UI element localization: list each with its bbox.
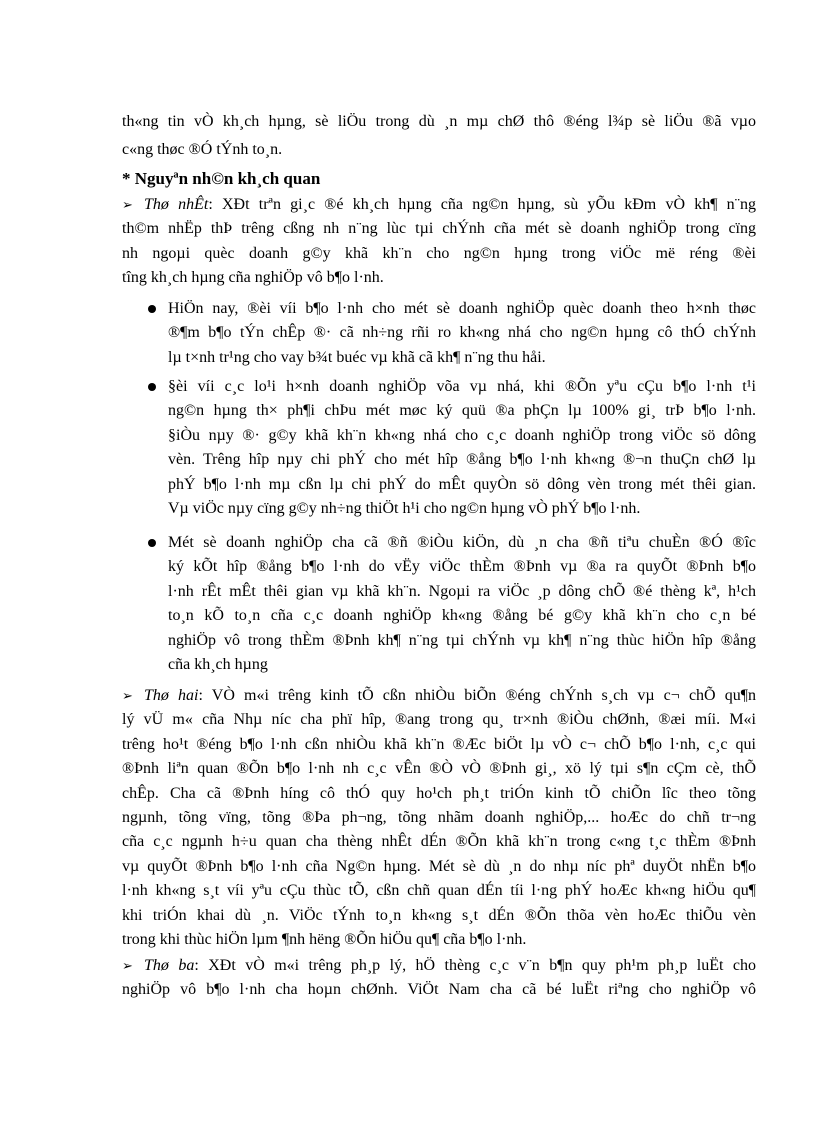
text-line: khi triÓn khai dù ¸n. ViÖc tÝnh to¸n kh«ng s¸t dÉn ®Õn thõa vèn hoÆc thiÕu vèn [122, 906, 756, 924]
text-line: lµ t×nh tr¹ng cho vay b¾t buéc vµ khã cã kh¶ n¨ng thu håi. [168, 348, 546, 366]
arrow-bullet-icon: ➢ [122, 688, 133, 703]
bullet-dot-icon [148, 539, 156, 547]
paragraph-label: Thø nhÊt [144, 196, 209, 213]
text-line: trong khi thùc hiÖn lµm ¶nh hëng ®Õn hiÖu qu¶ cña b¶o l·nh. [122, 930, 527, 948]
text-line: phÝ b¶o l·nh mµ cßn lµ chi phÝ do mÊt quyÒn sö dông vèn trong mét thêi gian. [168, 475, 756, 493]
text-line: nh ngoµi quèc doanh g©y khã kh¨n cho ng©n hµng trong viÖc më réng ®èi [122, 244, 756, 262]
bullet-dot-icon [148, 383, 156, 391]
text-line: Mét sè doanh nghiÖp cha cã ®ñ ®iÒu kiÖn, dù ¸n cha ®ñ tiªu chuÈn ®Ó ®îc [168, 534, 756, 551]
section-heading: * Nguyªn nh©n kh¸ch quan [122, 169, 321, 188]
arrow-bullet-icon: ➢ [122, 197, 133, 212]
text-run: : XÐt trªn gi¸c ®é kh¸ch hµng cña ng©n hµng, sù yÕu kÐm vÒ kh¶ n¨ng [208, 196, 756, 213]
text-line: l·nh rÊt mÊt thêi gian vµ khã kh¨n. Ngoµi ra viÖc ¸p dông chÕ ®é thèng kª, h¹ch [168, 582, 756, 600]
section-heading-block [122, 167, 756, 191]
paragraph-thu-hai [122, 684, 756, 952]
text-line: §iÒu nµy ®· g©y khã kh¨n kh«ng nhá cho c¸c doanh nghiÖp trong viÖc sö dông [168, 426, 756, 444]
text-run: : XÐt vÒ m«i trêng ph¸p lý, hÖ thèng c¸c v¨n b¶n quy ph¹m ph¸p luËt cho [194, 957, 756, 974]
text-line: trêng ho¹t ®éng b¶o l·nh cßn nhiÒu khã kh¨n ®Æc biÖt lµ vÒ c¬ chÕ b¶o l·nh, c¸c qui [122, 735, 756, 753]
text-line: vèn. Trêng hîp nµy chi phÝ cho mét hîp ®ång b¶o l·nh kh«ng ®¬n thuÇn chØ lµ [168, 451, 756, 469]
text-line: §èi víi c¸c lo¹i h×nh doanh nghiÖp võa vµ nhá, khi ®Õn yªu cÇu b¶o l·nh t¹i [168, 378, 756, 395]
text-line: ®Þnh liªn quan ®Õn b¶o l·nh nh c¸c vÊn ®Ò vÒ ®Þnh gi¸, xö lý tµi s¶n cÇm cè, thÕ [122, 760, 756, 778]
text-line: ®¶m b¶o tÝn chÊp ®· cã nh÷ng rñi ro kh«ng nhá cho ng©n hµng cô thÓ chÝnh [168, 324, 756, 342]
text-line: chÊp. Cha cã ®Þnh híng cô thÓ quy ho¹ch ph¸t triÓn kinh tÕ chiÕn lîc theo tõng [122, 784, 756, 802]
text-line: Vµ viÖc nµy cïng g©y nh÷ng thiÖt h¹i cho ng©n hµng vÒ phÝ b¶o l·nh. [168, 499, 641, 517]
text-line: ngµnh, tõng vïng, tõng ®Þa ph¬ng, tõng nhãm doanh nghiÖp,... hoÆc do chñ tr¬ng [122, 808, 756, 826]
text-line: th«ng tin vÒ kh¸ch hµng, sè liÖu trong dù ¸n mµ chØ thô ®éng l¾p sè liÖu ®ã vµo [122, 113, 756, 130]
bullet-dot-icon [148, 305, 156, 313]
paragraph-thu-ba [122, 954, 756, 1003]
paragraph-label: Thø ba [144, 957, 195, 974]
text-line: to¸n kÕ to¸n cña c¸c doanh nghiÖp kh«ng ®ång bé g©y khã kh¨n cho c¸n bé [168, 607, 756, 625]
text-line: cña kh¸ch hµng [168, 655, 268, 673]
text-line: c«ng thøc ®Ó tÝnh to¸n. [122, 141, 283, 159]
arrow-bullet-icon: ➢ [122, 958, 133, 973]
text-line: lý vÜ m« cña Nhµ níc cha phï hîp, ®ang trong qu¸ tr×nh ®iÒu chØnh, ®æi míi. M«i [122, 711, 756, 729]
paragraph-thu-nhat [122, 193, 756, 291]
text-line: cña c¸c ngµnh h÷u quan cha thèng nhÊt dÉn ®Õn khã kh¨n trong c«ng t¸c thÈm ®Þnh [122, 833, 756, 851]
text-line: ng©n hµng th× ph¶i chÞu mét møc ký quü ®a phÇn lµ 100% gi¸ trÞ b¶o l·nh. [168, 402, 756, 420]
text-line: vµ quyÕt ®Þnh b¶o l·nh cña Ng©n hµng. Mét sè dù ¸n do nhµ níc phª duyÖt nhËn b¶o [122, 857, 756, 875]
bullet-item [168, 375, 756, 521]
text-line: nghiÖp vô b¶o l·nh cha hoµn chØnh. ViÖt Nam cha cã bé luËt riªng cho nghiÖp vô [122, 981, 756, 999]
text-line: th©m nhËp thÞ trêng cßng nh n¨ng lùc tµi chÝnh cña mét sè doanh nghiÖp trong cïng [122, 220, 756, 238]
text-line: nghiÖp vô trong thÈm ®Þnh kh¶ n¨ng tµi chÝnh vµ kh¶ n¨ng thùc hiÖn hîp ®ång [168, 631, 756, 649]
paragraph-label: Thø hai [144, 687, 199, 704]
text-run: : VÒ m«i trêng kinh tÕ cßn nhiÒu biÕn ®éng chÝnh s¸ch vµ c¬ chÕ qu¶n [198, 687, 756, 704]
bullet-item [168, 531, 756, 677]
text-line: tîng kh¸ch hµng cña nghiÖp vô b¶o l·nh. [122, 269, 384, 287]
intro-paragraph [122, 110, 756, 163]
text-line: HiÖn nay, ®èi víi b¶o l·nh cho mét sè doanh nghiÖp quèc doanh theo h×nh thøc [168, 300, 756, 317]
bullet-item [168, 297, 756, 370]
text-line: ký kÕt hîp ®ång b¶o l·nh do vËy viÖc thÈm ®Þnh vµ ®a ra quyÕt ®Þnh b¶o [168, 558, 756, 576]
text-line: l·nh kh«ng s¸t víi yªu cÇu thùc tÕ, cßn chñ quan dÉn tíi l·ng phÝ hoÆc kh«ng hiÖu qu¶ [122, 882, 756, 900]
